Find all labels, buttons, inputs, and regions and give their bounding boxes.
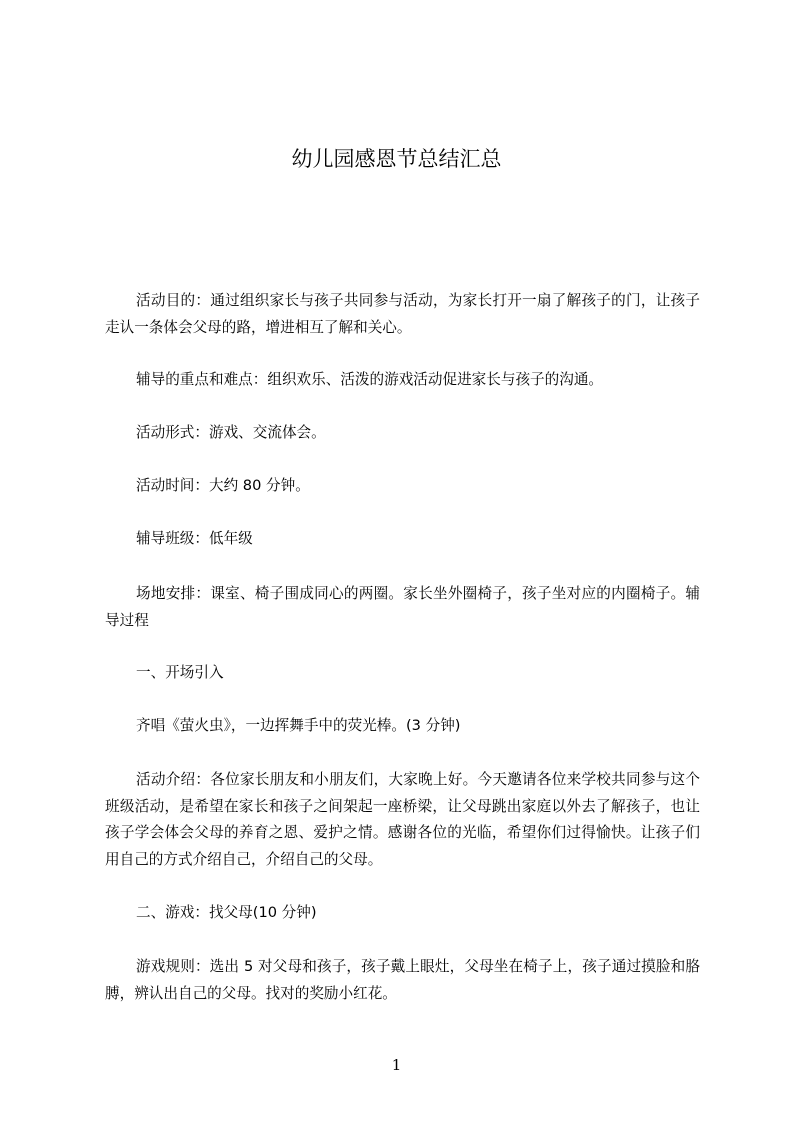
document-title: 幼儿园感恩节总结汇总 [291, 147, 502, 171]
paragraph-game-rules: 游戏规则：选出 5 对父母和孩子，孩子戴上眼灶，父母坐在椅子上，孩子通过摸脸和胳膊，辨认出自己的父母。找对的奖励小红花。 [105, 958, 700, 1002]
paragraph-activity-time: 活动时间：大约 80 分钟。 [136, 477, 310, 494]
paragraph-key-points: 辅导的重点和难点：组织欢乐、活泼的游戏活动促进家长与孩子的沟通。 [136, 371, 604, 388]
paragraph-venue: 场地安排：课室、椅子围成同心的两圈。家长坐外圈椅子，孩子坐对应的内圈椅子。辅导过程 [105, 585, 700, 629]
paragraph-class-level: 辅导班级：低年级 [136, 530, 253, 547]
section-heading-opening: 一、开场引入 [136, 664, 224, 681]
page-number: 1 [391, 1056, 402, 1074]
paragraph-sing-song: 齐唱《萤火虫》，一边挥舞手中的荧光棒。(3 分钟) [136, 717, 461, 734]
paragraph-activity-form: 活动形式：游戏、交流体会。 [136, 424, 326, 441]
paragraph-activity-intro: 活动介绍：各位家长朋友和小朋友们，大家晚上好。今天邀请各位来学校共同参与这个班级活动，是希望在家长和孩子之间架起一座桥梁，让父母跳出家庭以外去了解孩子，也让孩子学会体会父母的养育之恩、爱护之情。感谢各位的光临，希望你们过得愉快。让孩子们用自己的方式介绍自己，介绍自己的父母。 [105, 771, 700, 868]
paragraph-activity-purpose: 活动目的：通过组织家长与孩子共同参与活动，为家长打开一扇了解孩子的门，让孩子走认一条体会父母的路，增进相互了解和关心。 [105, 292, 700, 336]
section-heading-game: 二、游戏：找父母(10 分钟) [136, 904, 317, 921]
